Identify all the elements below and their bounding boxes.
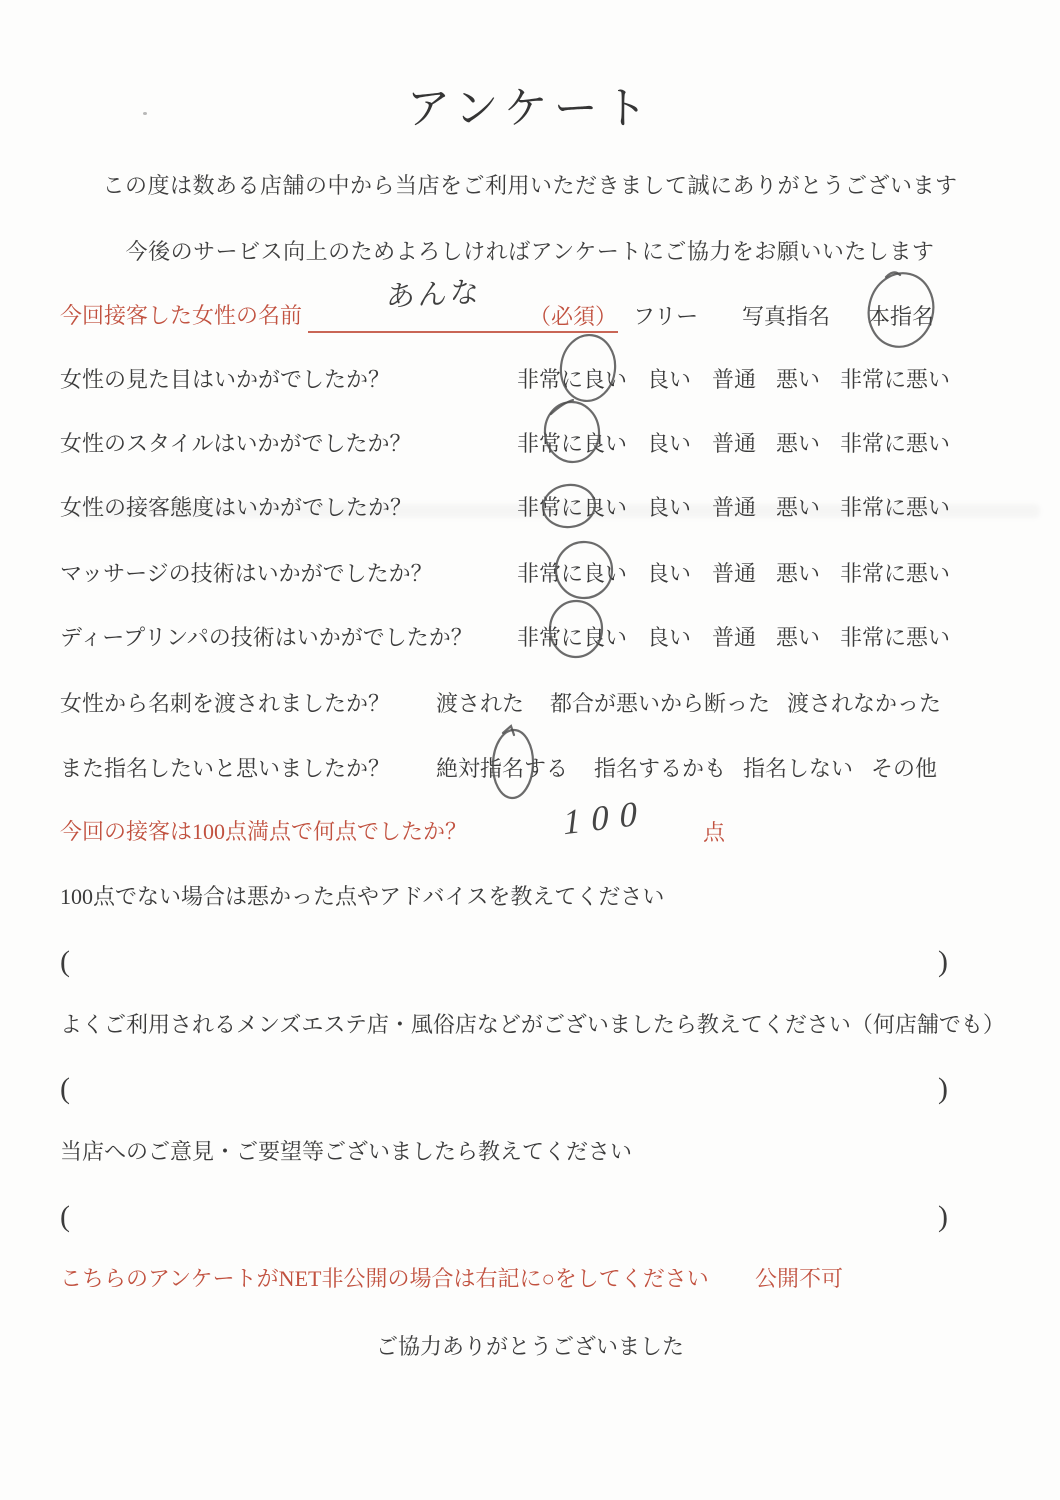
net-label: こちらのアンケートがNET非公開の場合は右記に○をしてください: [60, 1266, 709, 1291]
option-very-good: 非常に良い: [517, 431, 628, 456]
option-very-good: 非常に良い: [517, 625, 628, 650]
intro-line-1: この度は数ある店舗の中から当店をご利用いただきまして誠にありがとうございます: [102, 173, 958, 198]
handwritten-score: 100: [560, 792, 651, 843]
question-label: 女性の接客態度はいかがでしたか？: [60, 495, 413, 520]
option-definitely: 絶対指名する: [436, 756, 569, 781]
option-bad: 悪い: [776, 367, 821, 392]
question-label: 女性のスタイルはいかがでしたか？: [60, 431, 412, 456]
name-row: [0, 276, 1060, 335]
score-row: [0, 792, 1060, 851]
free-text-prompt: 当店へのご意見・ご要望等ございましたら教えてください: [60, 1139, 633, 1164]
free-text-1-answer-row: [0, 945, 1060, 985]
required-note: （必須）: [529, 304, 618, 329]
net-publication-row: [0, 1266, 1060, 1298]
rating-row-massage: [0, 561, 1060, 593]
option-bad: 悪い: [776, 625, 821, 650]
name-option-regular: 本指名: [868, 304, 935, 329]
option-very-bad: 非常に悪い: [840, 367, 951, 392]
intro-line-2: 今後のサービス向上のためよろしければアンケートにご協力をお願いいたします: [125, 239, 935, 264]
option-normal: 普通: [712, 625, 757, 650]
option-good: 良い: [647, 561, 692, 586]
net-option-no-publish: 公開不可: [755, 1266, 844, 1291]
option-very-bad: 非常に悪い: [840, 625, 951, 650]
pen-circle-regular-nomination-tail: [886, 272, 900, 277]
card-question-row: [0, 691, 1060, 723]
option-maybe: 指名するかも: [594, 756, 727, 781]
option-not-received: 渡されなかった: [787, 691, 942, 716]
free-text-prompt: 100点でない場合は悪かった点やアドバイスを教えてください: [60, 884, 665, 909]
question-label: また指名したいと思いましたか？: [60, 756, 391, 781]
option-very-bad: 非常に悪い: [840, 495, 951, 520]
option-very-bad: 非常に悪い: [840, 561, 951, 586]
option-very-good: 非常に良い: [517, 367, 628, 392]
name-underline: [308, 331, 618, 333]
score-label: 今回の接客は100点満点で何点でしたか？: [60, 819, 468, 844]
option-declined: 都合が悪いから断った: [550, 691, 771, 716]
option-other: その他: [871, 756, 938, 781]
free-text-3-prompt-row: [0, 1139, 1060, 1171]
option-no: 指名しない: [743, 756, 854, 781]
question-label: 女性の見た目はいかがでしたか？: [60, 367, 391, 392]
pen-circle-rebook-tip: [503, 726, 514, 735]
option-normal: 普通: [712, 495, 757, 520]
option-normal: 普通: [712, 367, 757, 392]
option-received: 渡された: [436, 691, 525, 716]
option-good: 良い: [647, 431, 692, 456]
option-normal: 普通: [712, 561, 757, 586]
option-very-good: 非常に良い: [517, 561, 628, 586]
option-bad: 悪い: [776, 431, 821, 456]
free-text-2-prompt-row: [0, 1012, 1060, 1044]
rating-row-service: [0, 495, 1060, 527]
option-bad: 悪い: [776, 495, 821, 520]
option-very-bad: 非常に悪い: [840, 431, 951, 456]
rating-row-looks: [0, 367, 1060, 399]
option-normal: 普通: [712, 431, 757, 456]
name-option-photo: 写真指名: [742, 304, 831, 329]
free-text-3-answer-row: [0, 1200, 1060, 1240]
question-label: マッサージの技術はいかがでしたか？: [60, 561, 433, 586]
closing-message: ご協力ありがとうございました: [375, 1334, 684, 1359]
free-text-prompt: よくご利用されるメンズエステ店・風俗店などがございましたら教えてください（何店舗でも）: [60, 1012, 1005, 1037]
open-paren: (: [60, 945, 70, 978]
option-bad: 悪い: [776, 561, 821, 586]
name-label: 今回接客した女性の名前: [60, 303, 303, 328]
option-good: 良い: [647, 367, 692, 392]
question-label: ディープリンパの技術はいかがでしたか？: [60, 625, 473, 650]
rating-row-style: [0, 431, 1060, 463]
pen-circle-style-tail: [551, 400, 573, 414]
page-title: アンケート: [406, 84, 654, 133]
name-option-free: フリー: [633, 304, 699, 329]
free-text-2-answer-row: [0, 1072, 1060, 1112]
open-paren: (: [60, 1072, 70, 1105]
question-label: 女性から名刺を渡されましたか？: [60, 691, 391, 716]
handwritten-name: あんな: [385, 276, 483, 314]
close-paren: ): [938, 1072, 948, 1105]
close-paren: ): [938, 945, 948, 978]
option-good: 良い: [647, 625, 692, 650]
free-text-1-prompt-row: [0, 884, 1060, 916]
close-paren: ): [938, 1200, 948, 1233]
rebook-question-row: [0, 756, 1060, 788]
open-paren: (: [60, 1200, 70, 1233]
rating-row-lymph: [0, 625, 1060, 657]
option-very-good: 非常に良い: [517, 495, 628, 520]
option-good: 良い: [647, 495, 692, 520]
score-unit: 点: [703, 820, 726, 845]
